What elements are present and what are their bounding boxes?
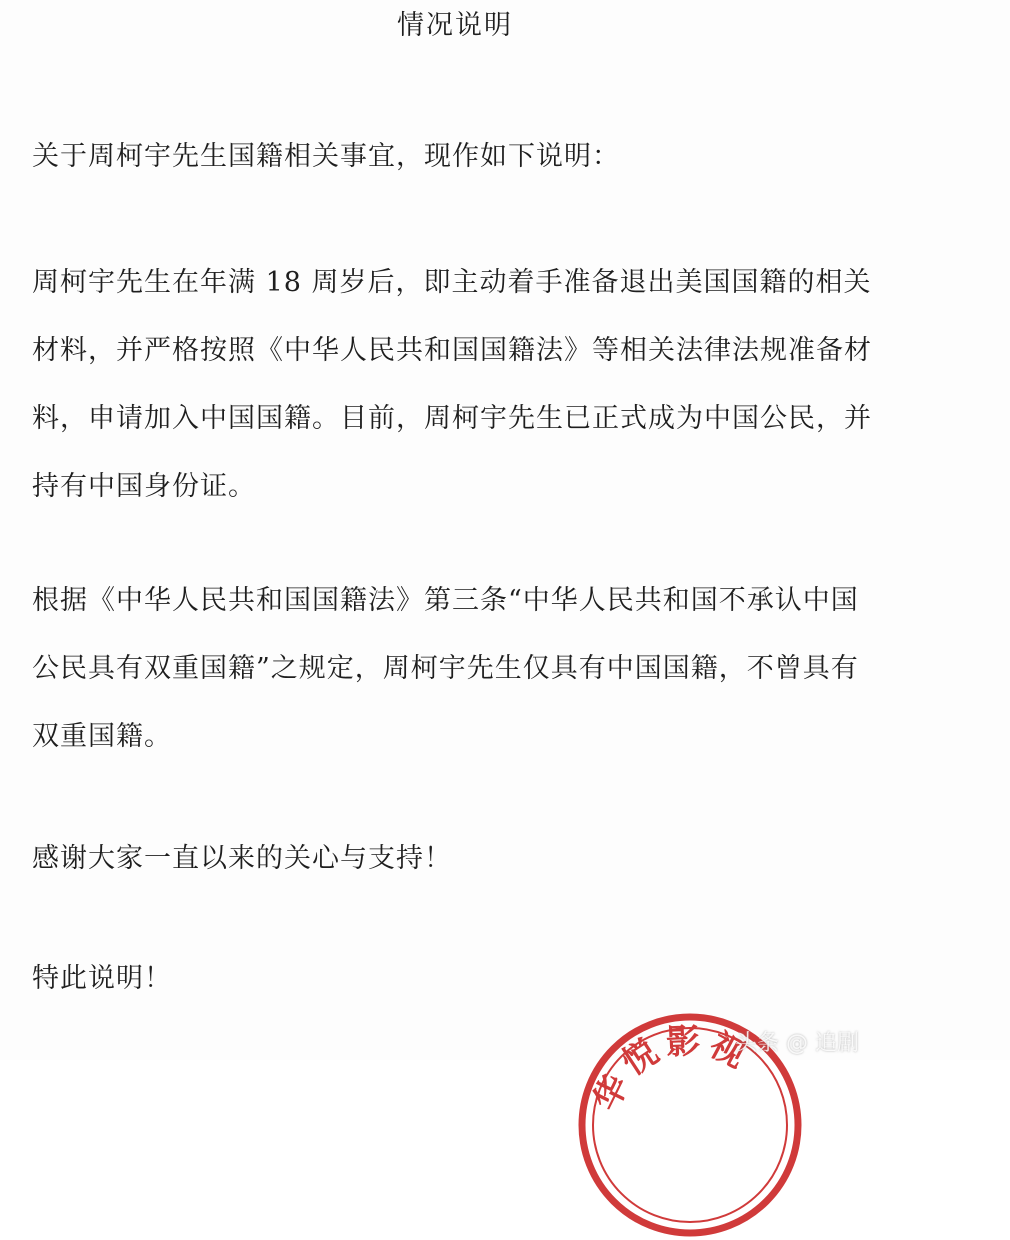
paragraph-line: 周柯宇先生在年满 18 周岁后，即主动着手准备退出美国国籍的相关 bbox=[32, 267, 872, 298]
paragraph-line: 持有中国身份证。 bbox=[32, 471, 256, 502]
paragraph-line: 公民具有双重国籍”之规定，周柯宇先生仅具有中国国籍，不曾具有 bbox=[32, 653, 859, 684]
paragraph-line: 材料，并严格按照《中华人民共和国国籍法》等相关法律法规准备材 bbox=[32, 335, 872, 366]
seal-text: 华悦影视 bbox=[585, 1021, 758, 1117]
closing-line: 特此说明！ bbox=[32, 963, 172, 994]
closing-paragraph bbox=[32, 962, 172, 1030]
intro-line: 关于周柯宇先生国籍相关事宜，现作如下说明： bbox=[32, 141, 620, 172]
intro-paragraph bbox=[32, 140, 620, 208]
thanks-paragraph bbox=[32, 842, 452, 910]
watermark: 头条 @ 追剧 bbox=[735, 1031, 859, 1056]
law-paragraph bbox=[32, 584, 859, 788]
document-title: 情况说明 bbox=[397, 10, 513, 41]
paragraph-line: 料，申请加入中国国籍。目前，周柯宇先生已正式成为中国公民，并 bbox=[32, 403, 872, 434]
paragraph-line: 双重国籍。 bbox=[32, 721, 172, 752]
thanks-line: 感谢大家一直以来的关心与支持！ bbox=[32, 843, 452, 874]
paragraph-line: 根据《中华人民共和国国籍法》第三条“中华人民共和国不承认中国 bbox=[32, 585, 859, 616]
nationality-paragraph bbox=[32, 266, 872, 538]
